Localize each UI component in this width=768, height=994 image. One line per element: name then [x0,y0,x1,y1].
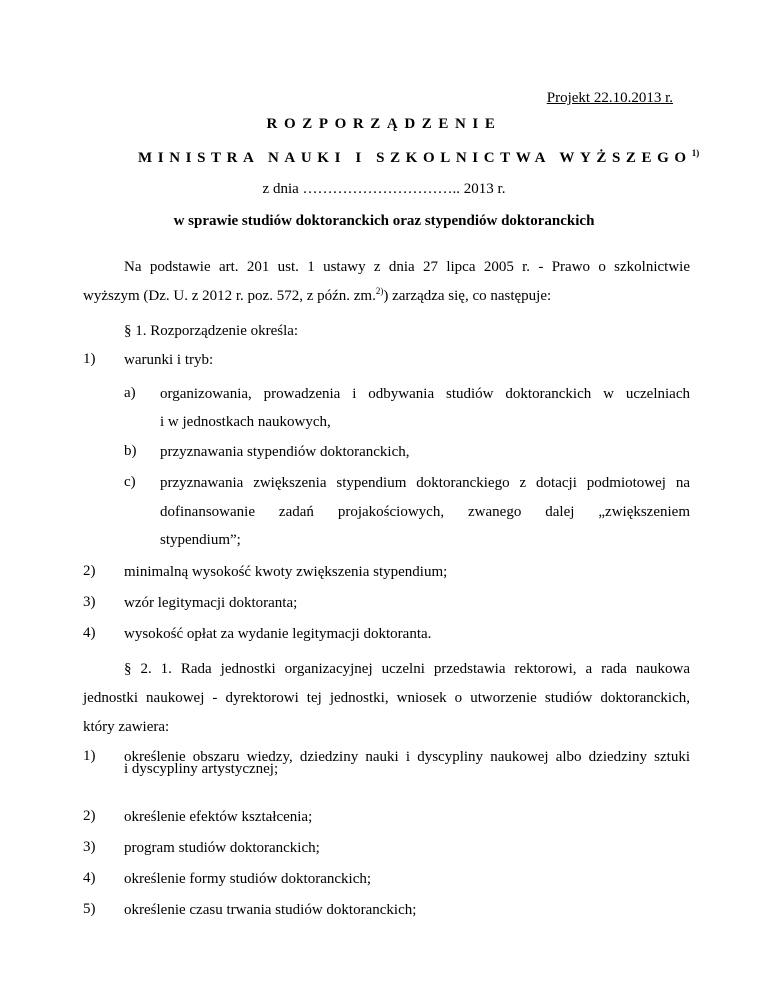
issuer-name: MINISTRA NAUKI I SZKOLNICTWA WYŻSZEGO [138,150,692,166]
par2-item1-line-2: i dyscypliny artystycznej; [124,761,279,777]
par2-item3-num: 3) [83,839,96,855]
subject-line: w sprawie studiów doktoranckich oraz stypendiów doktoranckich [173,213,595,229]
par2-line-3: który zawiera: [83,719,170,735]
document-title: ROZPORZĄDZENIE [266,116,502,132]
preamble-line-2 [83,287,551,306]
par2-item5-num: 5) [83,901,96,917]
issue-date: z dnia ………………………….. 2013 r. [262,181,506,197]
par2-line-1: § 2. 1. Rada jednostki organizacyjnej uczelni przedstawia rektorowi, a rada naukowa [124,661,690,677]
par1-item4-num: 4) [83,625,96,641]
par1-b-num: b) [124,443,137,459]
par1-item1-num: 1) [83,351,96,367]
par2-item2-num: 2) [83,808,96,824]
par1-b-text: przyznawania stypendiów doktoranckich, [160,444,410,460]
project-date: Projekt 22.10.2013 r. [546,90,673,106]
par2-item3-text: program studiów doktoranckich; [124,840,320,856]
par1-item2-text: minimalną wysokość kwoty zwiększenia stypendium; [124,564,448,580]
par1-c-line-2: dofinansowanie zadań projakościowych, zwanego dalej „zwiększeniem [160,504,690,520]
preamble-text-b: ) zarządza się, co następuje: [383,288,552,304]
par1-c-line-1: przyznawania zwiększenia stypendium doktoranckiego z dotacji podmiotowej na [160,475,690,491]
par1-c-line-3: stypendium”; [160,532,241,548]
footnote-ref-1: 1) [691,148,700,158]
par2-item5-text: określenie czasu trwania studiów doktoranckich; [124,902,417,918]
par1-item3-num: 3) [83,594,96,610]
preamble-text-a: wyższym (Dz. U. z 2012 r. poz. 572, z późn. zm. [83,288,376,304]
par1-c-num: c) [124,474,136,490]
par1-item3-text: wzór legitymacji doktoranta; [124,595,298,611]
par2-item2-text: określenie efektów kształcenia; [124,809,313,825]
par1-a-num: a) [124,385,136,401]
par2-item4-text: określenie formy studiów doktoranckich; [124,871,372,887]
par1-item2-num: 2) [83,563,96,579]
par2-item1-line-1: określenie obszaru wiedzy, dziedziny nauki i dyscypliny naukowej albo dziedziny sztuki [124,749,690,765]
par1-a-line-1: organizowania, prowadzenia i odbywania studiów doktoranckich w uczelniach [160,386,690,402]
issuer-title [138,148,699,167]
par2-line-2: jednostki naukowej - dyrektorowi tej jednostki, wniosek o utworzenie studiów doktoranckich, [83,690,690,706]
par1-intro: § 1. Rozporządzenie określa: [124,323,299,339]
preamble-line-1: Na podstawie art. 201 ust. 1 ustawy z dnia 27 lipca 2005 r. - Prawo o szkolnictwie [124,259,690,275]
par1-a-line-2: i w jednostkach naukowych, [160,414,331,430]
par1-item1-text: warunki i tryb: [124,352,214,368]
par2-item4-num: 4) [83,870,96,886]
par1-item4-text: wysokość opłat za wydanie legitymacji doktoranta. [124,626,432,642]
footnote-ref-2: 2) [375,286,384,296]
par2-item1-num: 1) [83,748,96,764]
